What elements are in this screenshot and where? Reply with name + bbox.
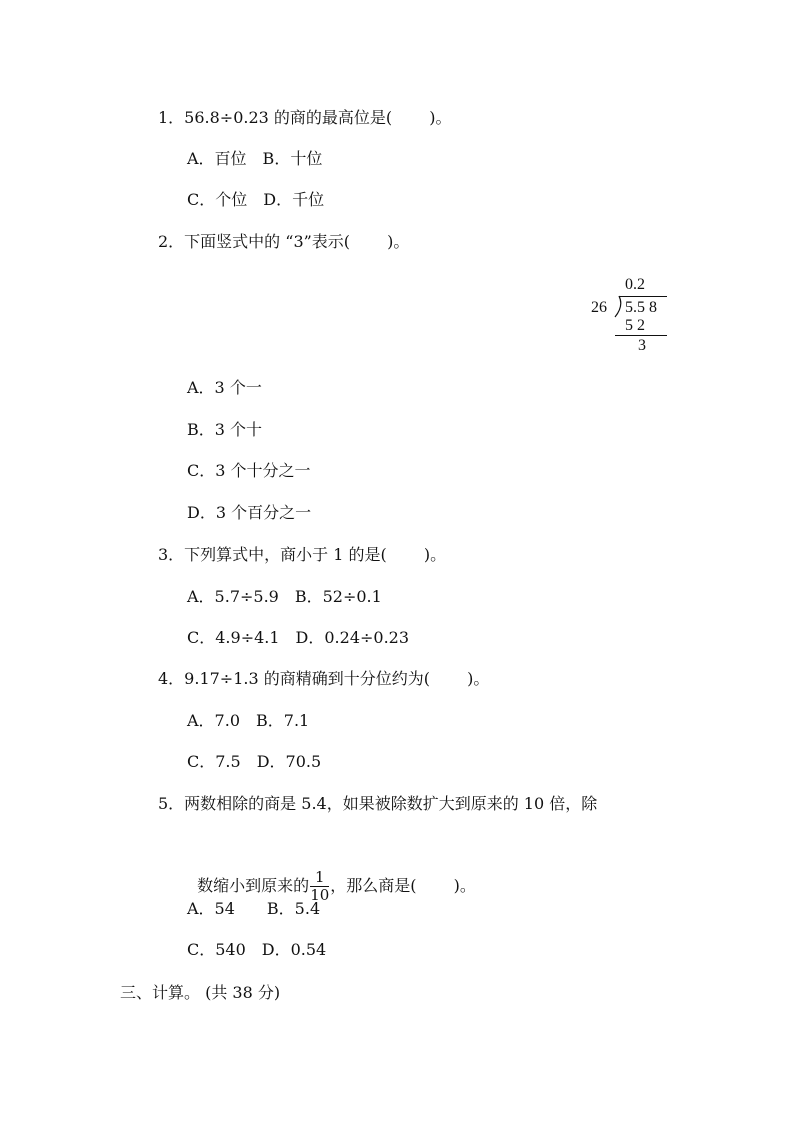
question-1-options-row-2: C．个位 D．千位 (187, 190, 325, 209)
question-2-option-c: C．3 个十分之一 (187, 461, 311, 480)
question-5-stem-line-1: 5．两数相除的商是 5.4，如果被除数扩大到原来的 10 倍，除 (158, 794, 598, 813)
question-2-option-b: B．3 个十 (187, 420, 263, 439)
division-remainder: 3 (638, 337, 646, 354)
question-5-stem-line-2 (187, 835, 476, 904)
long-division-figure (585, 276, 675, 356)
question-4-options-row-2: C．7.5 D．70.5 (187, 752, 322, 771)
fraction-numerator: 1 (310, 869, 329, 887)
question-5-stem-before-fraction: 数缩小到原来的 (197, 876, 310, 895)
question-5-options-row-1: A．54 B．5.4 (187, 899, 321, 918)
fraction-denominator: 10 (310, 886, 330, 904)
division-quotient: 0.2 (625, 276, 645, 293)
division-divisor: 26 (591, 299, 607, 316)
question-2-option-d: D．3 个百分之一 (187, 503, 312, 522)
question-3-stem: 3．下列算式中，商小于 1 的是( )。 (158, 545, 447, 564)
division-product: 5 2 (625, 317, 645, 334)
question-1-options-row-1: A．百位 B．十位 (187, 149, 323, 168)
question-3-options-row-2: C．4.9÷4.1 D．0.24÷0.23 (187, 628, 410, 647)
question-4-options-row-1: A．7.0 B．7.1 (187, 711, 310, 730)
question-3-options-row-1: A．5.7÷5.9 B．52÷0.1 (187, 587, 382, 606)
question-1-stem: 1．56.8÷0.23 的商的最高位是( )。 (158, 108, 452, 127)
section-heading: 三、计算。 (共 38 分) (120, 983, 281, 1002)
question-2-stem: 2．下面竖式中的 “3”表示( )。 (158, 232, 410, 251)
division-bracket-top (619, 296, 667, 297)
question-5-stem-after-fraction: ，那么商是( )。 (330, 876, 476, 895)
question-4-stem: 4．9.17÷1.3 的商精确到十分位约为( )。 (158, 669, 490, 688)
question-2-option-a: A．3 个一 (187, 378, 262, 397)
question-5-options-row-2: C．540 D．0.54 (187, 940, 327, 959)
division-bracket-curve (611, 295, 623, 319)
division-subtraction-line (615, 335, 667, 336)
division-dividend: 5.5 8 (625, 299, 657, 316)
